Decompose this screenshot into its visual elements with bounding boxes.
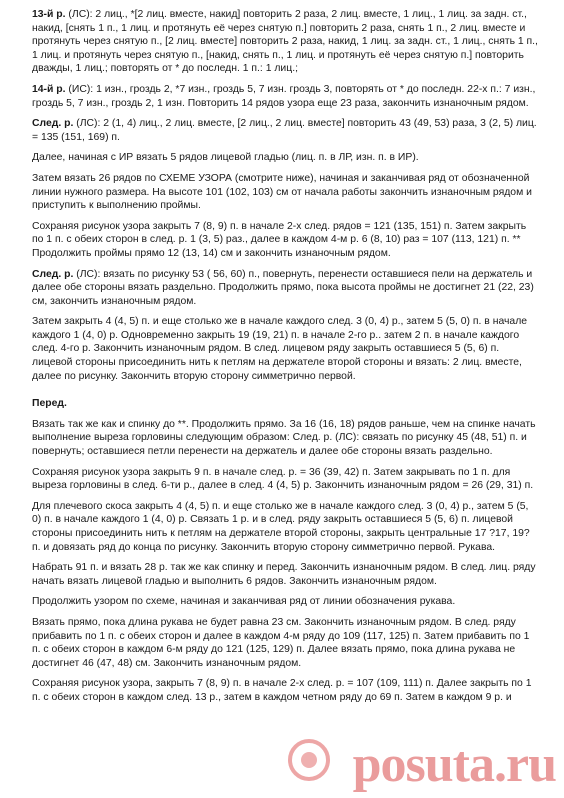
paragraph-text: (ЛС): 2 лиц., *[2 лиц. вместе, накид] повторить 2 раза, 2 лиц. вместе, 1 лиц., 1 лиц. за задн. ст., накид, [снять 1 п., 1 лиц. и протянуть её через снятую п.] повторить 2 раза, снять 1 п., 2 лиц. вместе и протянуть через снятую п., [2 лиц. вместе] повторить 2 раза, накид, 1 лиц. за задн. ст., 1 лиц., снять 1 п., 1 лиц. и протянуть через снятую п., [накид, снять п., 1 лиц. и протянуть её через снятую п.] повторить дважды, 1 лиц.; повторять от * до последн. 1 п.: 1 лиц.; xyxy=(32,9,538,75)
paragraph xyxy=(32,117,538,144)
posuta-logo-icon xyxy=(286,737,332,788)
paragraph xyxy=(32,561,538,588)
row-label: 14-й р. xyxy=(32,83,66,95)
paragraph xyxy=(32,8,538,76)
paragraph xyxy=(32,466,538,493)
watermark-text: posuta.ru xyxy=(352,736,556,793)
paragraph-text: (ЛС): вязать по рисунку 53 ( 56, 60) п., повернуть, перенести оставшиеся пели на держатель и далее обе стороны вязать раздельно. Продолжить прямо, пока высота проймы не достигнет 21 (22, 23) см, закончить изнаночным рядом. xyxy=(32,268,534,307)
row-label: След. р. xyxy=(32,118,74,130)
paragraph xyxy=(32,315,538,383)
paragraph-text: Сохраняя рисунок узора закрыть 9 п. в начале след. р. = 36 (39, 42) п. Затем закрывать по 1 п. для выреза горловины в след. 6-ти р., далее в след. 4 (4, 5) р. Закончить изнаночным рядом = 26 (29, 31) п. xyxy=(32,466,534,492)
paragraph xyxy=(32,172,538,213)
row-label: 13-й р. xyxy=(32,9,66,20)
paragraph-text: (ЛС): 2 (1, 4) лиц., 2 лиц. вместе, [2 лиц., 2 лиц. вместе] повторить 43 (49, 53) раза, 3 (2, 5) лиц. = 135 (151, 169) п. xyxy=(32,118,537,143)
paragraph xyxy=(32,500,538,554)
document-body xyxy=(32,8,538,706)
paragraph-text: Продолжить узором по схеме, начиная и заканчивая ряд от линии обозначения рукава. xyxy=(32,596,456,608)
paragraph-text: Далее, начиная с ИР вязать 5 рядов лицевой гладью (лиц. п. в ЛР, изн. п. в ИР). xyxy=(32,152,419,164)
row-label: След. р. xyxy=(32,268,74,280)
paragraph-text: Набрать 91 п. и вязать 28 р. так же как спинку и перед. Закончить изнаночным рядом. В след. лиц. ряду начать вязать лицевой гладью и выполнить 6 рядов. Закончить изнаночным рядом. xyxy=(32,562,536,587)
paragraph-text: Вязать прямо, пока длина рукава не будет равна 23 см. Закончить изнаночным рядом. В след. ряду прибавить по 1 п. с обеих сторон и далее в каждом 4-м ряду до 109 (117, 125) п. Затем прибавить по 1 п. с обеих сторон в каждом 6-м ряду до 121 (125, 129) п. Далее вязать прямо, пока длина рукава не достигнет 46 (47, 48) см. Закончить изнаночным рядом. xyxy=(32,616,530,669)
paragraph-text: Для плечевого скоса закрыть 4 (4, 5) п. и еще столько же в начале каждого след. 3 (0, 4) р., затем 5 (5, 0) п. в начале каждого 1 (4, 0) р. Связать 1 р. и в след. ряду закрыть оставшиеся 5 (5, 6) п. лицевой стороны присоединить нить к петлям на держателе второй стороны, закрыть центральные 17 ?17, 19? п. и довязать ряд до конца по рисунку. Закончить вторую сторону симметрично первой. Рукава. xyxy=(32,500,530,553)
paragraph xyxy=(32,151,538,165)
paragraph xyxy=(32,83,538,110)
paragraph xyxy=(32,677,538,704)
paragraph-text: (ИС): 1 изн., гроздь 2, *7 изн., гроздь 5, 7 изн. гроздь 3, повторять от * до последн. 22-х п.: 7 изн., гроздь 5, 7 изн., гроздь 2, 1 изн. Повторить 14 рядов узора еще 23 раза, закончить изнаночным рядом. xyxy=(32,83,536,109)
paragraph xyxy=(32,595,538,609)
paragraph xyxy=(32,268,538,309)
paragraph xyxy=(32,616,538,670)
paragraph-text: Сохраняя рисунок узора закрыть 7 (8, 9) п. в начале 2-х след. рядов = 121 (135, 151) п. Затем закрыть по 1 п. с обеих сторон в след. р. 1 (3, 5) раз., далее в каждом 4-м р. 6 (8, 10) раз = 107 (113, 121) п. ** Продолжить проймы прямо 12 (13, 14) см и закончить изнаночным рядом. xyxy=(32,220,527,259)
paragraph-text: Сохраняя рисунок узора, закрыть 7 (8, 9) п. в начале 2-х след. р. = 107 (109, 111) п. Далее закрыть по 1 п. с обеих сторон в каждом след. 13 р., затем в каждом четном ряду до 69 п. Затем в каждом 9 р. и xyxy=(32,678,532,703)
paragraph xyxy=(32,418,538,459)
paragraph-text: Затем вязать 26 рядов по СХЕМЕ УЗОРА (смотрите ниже), начиная и заканчивая ряд от обозначенной линии нужного размера. На высоте 101 (102, 103) см от начала работы закончить изнаночным рядом и приступить к выполнению проймы. xyxy=(32,172,532,212)
paragraph xyxy=(32,220,538,261)
section-heading: Перед. xyxy=(32,398,67,410)
paragraph-text: Затем закрыть 4 (4, 5) п. и еще столько же в начале каждого след. 3 (0, 4) р., затем 5 (5, 0) п. в начале каждого 1 (4, 0) р. Одновременно закрыть 19 (19, 21) п. в начале 2-го р.. затем 2 п. в начале каждого след. 4-го р. Закончить изнаночным рядом. В след. лицевом ряду закрыть оставшиеся 5 (5, 6) п. лицевой стороны присоединить нить к петлям на держателе второй стороны и вязать: 2 лиц. вместе, далее по рисунку. Закончить вторую сторону симметрично первой. xyxy=(32,316,528,382)
paragraph-text: Вязать так же как и спинку до **. Продолжить прямо. За 16 (16, 18) рядов раньше, чем на спинке начать выполнение выреза горловины следующим образом: След. р. (ЛС): связать по рисунку 45 (48, 51) п. и повернуть; оставшиеся петли перенести на держатель и далее обе стороны вязать раздельно. xyxy=(32,418,536,458)
